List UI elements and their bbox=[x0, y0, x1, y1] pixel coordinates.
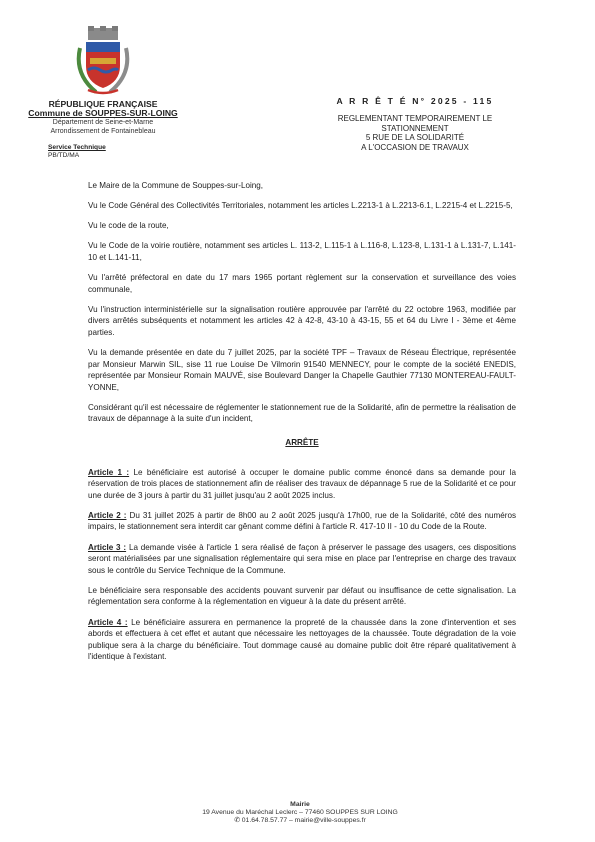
article-title: Article 2 : bbox=[88, 510, 127, 520]
article-title: Article 3 : bbox=[88, 542, 127, 552]
article-text: La demande visée à l'article 1 sera réalisé de façon à préserver le passage des usagers, ces dispositions seront matérialisées par une signalisation réglementaire qui sera mise en place par l'entreprise en charge des travaux sous le contrôle du Service Technique de la Commune. bbox=[88, 542, 516, 575]
document-body bbox=[88, 180, 516, 671]
object-line: REGLEMENTANT TEMPORAIREMENT LE bbox=[337, 114, 493, 123]
republic-label: RÉPUBLIQUE FRANÇAISE bbox=[48, 99, 158, 109]
service-block bbox=[48, 144, 106, 160]
responsibility-paragraph: Le bénéficiaire sera responsable des accidents pouvant survenir par défaut ou insuffisance de cette signalisation. La réglementation sera conforme à la réglementation en vigueur à la date du présent arrêté. bbox=[88, 585, 516, 607]
article-title: Article 4 : bbox=[88, 617, 128, 627]
vu-paragraph: Vu l'instruction interministérielle sur la signalisation routière approuvée par l'arrêté du 22 octobre 1963, modifiée par divers arrêtés subséquents et notamment les articles 42 à 42-8, 43-10 à 43-15, 55 et 64 du Livre I - 3ème et 4ème parties. bbox=[88, 304, 516, 337]
arrete-object bbox=[310, 114, 520, 152]
vu-paragraph: Vu la demande présentée en date du 7 juillet 2025, par la société TPF – Travaux de Réseau Électrique, représentée par Monsieur Marwin SIL, sise 11 rue Louise De Vilmorin 91540 MENNECY, pour le compte de la société ENEDIS, représentée par Monsieur Romain MAUVÉ, sise Boulevard Danger la Chapelle Gauthier 77130 MONTEREAU-FAULT-YONNE, bbox=[88, 347, 516, 392]
arrete-number: A R R Ê T É N° 2025 - 115 bbox=[336, 96, 494, 106]
object-line: A L'OCCASION DE TRAVAUX bbox=[361, 142, 469, 152]
considerant-paragraph: Considérant qu'il est nécessaire de réglementer le stationnement rue de la Solidarité, afin de permettre la réalisation de travaux de dépannage à la suite d'un incident, bbox=[88, 402, 516, 424]
arrete-header bbox=[310, 96, 520, 152]
vu-paragraph: Vu le Code de la voirie routière, notamment ses articles L. 113-2, L.115-1 à L.116-8, L.123-8, L.131-1 à L.131-7, L.141-10 et L.141-11, bbox=[88, 241, 516, 262]
article-4 bbox=[88, 617, 516, 663]
service-ref: PB/TD/MA bbox=[48, 152, 80, 159]
article-title: Article 1 : bbox=[88, 467, 130, 477]
issuer-block bbox=[10, 100, 196, 136]
arrondissement-label: Arrondissement de Fontainebleau bbox=[50, 128, 156, 135]
article-text: Le bénéficiaire est autorisé à occuper le domaine public comme énoncé dans sa demande pour la réservation de trois places de stationnement afin de réaliser des travaux de dépannage 5 rue de la Solidarité et ce pour une durée de 3 jours à partir du 31 juillet jusqu'au 2 août 2025 inclus. bbox=[88, 467, 516, 500]
vu-paragraph: Vu le code de la route, bbox=[88, 221, 169, 231]
article-1 bbox=[88, 467, 516, 502]
commune-crest-logo bbox=[74, 26, 132, 98]
footer-contact: ✆ 01.64.78.57.77 – mairie@ville-souppes.fr bbox=[234, 817, 366, 824]
vu-paragraph: Vu le Code Général des Collectivités Territoriales, notamment les articles L.2213-1 à L.2213-6.1, L.2215-4 et L.2215-5, bbox=[88, 201, 513, 211]
commune-name: Commune de SOUPPES-SUR-LOING bbox=[28, 108, 178, 118]
vu-paragraph: Vu l'arrêté préfectoral en date du 17 mars 1965 portant règlement sur la conservation et surveillance des voies communale, bbox=[88, 272, 516, 294]
arrete-heading: ARRÊTE bbox=[285, 438, 319, 447]
article-3 bbox=[88, 542, 516, 577]
article-2 bbox=[88, 510, 516, 533]
object-line: 5 RUE DE LA SOLIDARITÉ bbox=[365, 133, 465, 143]
departement-label: Département de Seine-et-Marne bbox=[52, 119, 154, 126]
object-line: STATIONNEMENT bbox=[381, 123, 449, 133]
footer-address: 19 Avenue du Maréchal Leclerc – 77460 SOUPPES SUR LOING bbox=[202, 809, 398, 816]
footer-mairie: Mairie bbox=[290, 801, 310, 808]
article-text: Du 31 juillet 2025 à partir de 8h00 au 2 août 2025 jusqu'à 17h00, rue de la Solidarité, côté des numéros impairs, le stationnement sera interdit car gênant comme défini à l'article R. 417-10 II - 10 du Code de la Route. bbox=[88, 510, 517, 532]
page-footer bbox=[100, 801, 500, 825]
article-text: Le bénéficiaire assurera en permanence la propreté de la chaussée dans la zone d'intervention et ses abords et effectuera à cet effet et autant que nécessaire les nettoyages de la chaussée. Toute dégradation de la voie publique sera à la charge du bénéficiaire. Tout dommage causé au domaine public doit être réparé qualitativement à l'identique à l'existant. bbox=[88, 617, 516, 662]
service-title: Service Technique bbox=[48, 144, 106, 151]
intro-paragraph: Le Maire de la Commune de Souppes-sur-Loing, bbox=[88, 181, 264, 190]
